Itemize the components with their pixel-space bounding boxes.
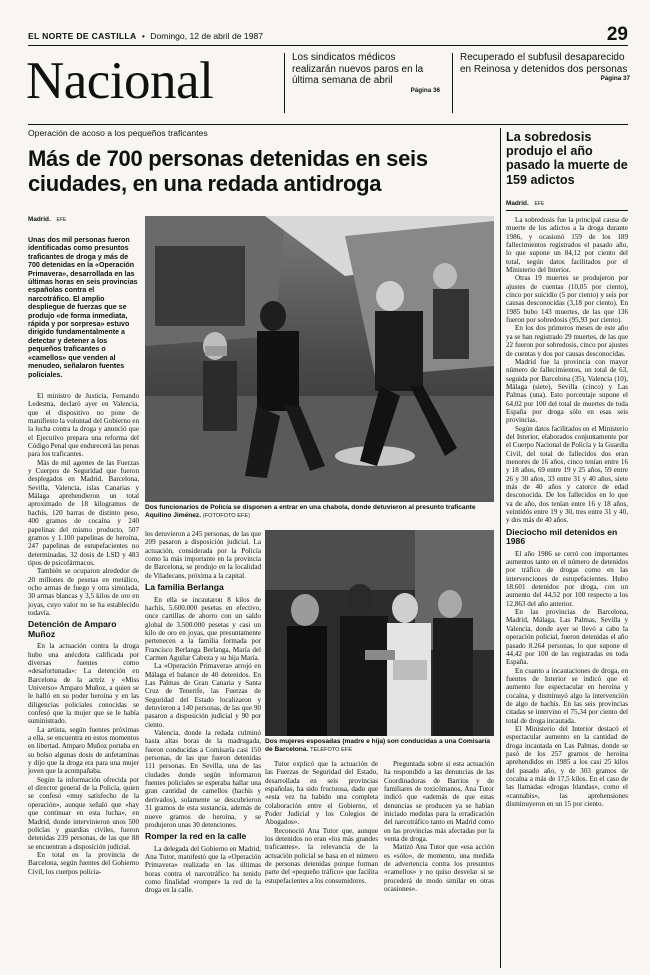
photo-caption-women (265, 738, 494, 754)
dateline-agency: EFE (534, 201, 545, 207)
caption-text: Dos funcionarios de Policía se disponen a entrar en una chabola, donde detuvieron al presunto traficante Aquilino Jiménez. (145, 504, 476, 519)
masthead-date: Domingo, 12 de abril de 1987 (150, 31, 264, 41)
sidebar-rule (506, 210, 628, 211)
paragraph: La artista, según fuentes próximas a ella, se encuentra en estos momentos en libertad. Amparo Muñoz portaba en su bolso algunas dosis de anfetaminas y dijo que la droga era para una mujer joven que la acompañaba. (28, 725, 139, 776)
promo-text: Los sindicatos médicos realizarán nuevos paros en la última semana de abril (292, 52, 424, 87)
paragraph: les detuvieron a 245 personas, de las que 209 pasaron a disposición judicial. La actuación, considerada por la Policía como la más importante en la provincia de Barcelona, se produjo en la localidad de Viladecans, próxima a la capital. (145, 530, 261, 580)
page-number: 29 (606, 24, 628, 45)
masthead (28, 30, 548, 44)
subhead: Dieciocho mil detenidos en 1986 (506, 526, 618, 547)
sidebar-dateline (506, 200, 544, 207)
promo-page: Página 37 (600, 75, 630, 83)
masthead-bullet: • (141, 31, 145, 41)
lead-text: Unas dos mil personas fueron identificadas como presuntos traficantes de droga y más de 700 detenidas en la «Operación Primavera», desarrollada en las últimas horas en seis provincias españolas contra el narcotráfico. El amplio despliegue de fuerzas que se produjo «de forma inmediata, rápida y por sorpresa» estuvo dirigido fundamentalmente a detectar y detener a los pequeños traficantes o «camellos» que venden al menudeo, señalaron fuentes policiales. (28, 236, 138, 379)
photo-credit: TELEFOTO EFE (310, 746, 352, 753)
body-column-2 (145, 530, 261, 968)
news-photo-police (145, 216, 494, 502)
paragraph: Según la información ofrecida por el director general de la Policía, quien se confesó «muy satisfecho de la operación», aunque señaló que «hay que continuar en esta lucha», en Madrid, donde intervinieron unos 500 policías y guardias civiles, fueron detenidas 239 personas, de las que 88 se encuentran a disposición judicial. (28, 775, 139, 851)
paragraph: La sobredosis fue la principal causa de muerte de los adictos a la droga durante 1986, y ocasionó 159 de los 189 fallecimientos registrados el pasado año, lo que supone un 84,12 por ciento del total, según datos facilitados por el Ministerio del Interior. (506, 216, 628, 275)
paragraph: Reconoció Ana Tutor que, aunque los detenidos no eran «los más grandes traficantes», la relevancia de la actuación policial se basa en el número de personas detenidas porque forman parte del «pequeño tráfico» que facilita estupefacientes a los consumidores. (265, 826, 378, 885)
promo-box-right (460, 52, 630, 85)
body-column-4 (384, 760, 494, 968)
paragraph: En la actuación contra la droga hubo una anécdota calificada por diversas fuentes como «desafortunada»: La detención en Barcelona de la actriz y «Miss Universo» Amparo Muñoz, a quien se le halló en su poder heroína y en las diligencias policiales conocidas se confesó que la mujer que se le había suministrado. (28, 642, 139, 726)
paragraph: Más de mil agentes de las Fuerzas y Cuerpos de Seguridad que fueron desplegados en Madrid, Barcelona, Sevilla, Valencia, islas Canarias y Málaga aprehendieron un total aproximado de 18 kilogramos de hachís, 120 barras de distinto peso, 400 gramos de cocaína y 240 papelinas del mismo producto, 507 gramos y 1.100 papelinas de heroína, 247 papelinas de estupefacientes no determinadas, 32 dosis de LSD y 483 tipos de psicofármacos. (28, 458, 139, 567)
promo-text: Recuperado el subfusil desaparecido en Reinosa y detenidos dos personas (460, 52, 628, 75)
photo-image-police (145, 216, 494, 502)
subhead: Romper la red en la calle (145, 831, 247, 842)
paragraph: En cuanto a incautaciones de droga, en fuentes de Interior se indicó que el aumento fue espectacular en heroína y cocaína, y disminuyó algo la intervención de algo de hachís. En las seis provincias citadas se intervino el 75,34 por ciento del total de droga incautada. (506, 666, 628, 725)
paragraph: Preguntada sobre si esta actuación ha respondido a las denuncias de las Coordinadoras de Barrios y de familiares de toxicómanos, Ana Tutor indicó que «además de que estas denuncias se producen ya se habían iniciado medidas para la erradicación del narcotráfico tanto en Madrid como en las provincias más afectadas por la venta de droga. (384, 760, 494, 844)
paragraph: Matizó Ana Tutor que «esa acción es «sólo», de momento, una medida de advertencia contra los presuntos «camellos» y no quiso desvelar si se procederá de modo similar en otras ocasiones». (384, 843, 494, 894)
promo-divider-1 (284, 53, 285, 113)
dateline-city: Madrid. (506, 200, 529, 207)
paragraph: En los dos primeros meses de este año ya se han registrado 29 muertes, de las que 22 fueron por sobredosis, cinco por ajustes de cuentas y dos por causas desconocidas. (506, 324, 628, 358)
promo-divider-2 (452, 53, 453, 113)
paragraph: Otras 19 muertes se produjeron por ajustes de cuentas (10,05 por ciento), cinco por suicidio (5 por ciento) y seis por causas desconocidas (3,18 por ciento). En 1985 hubo 143 muertes, de las que 136 fueron por sobredosis (95,93 por ciento). (506, 274, 628, 325)
subhead: La familia Berlanga (145, 582, 224, 593)
paragraph: El año 1986 se cerró con importantes aumentos tanto en el número de detenidos por tráfico de drogas como en las intervenciones de estupefacientes. Hubo 18.601 detenidos por droga, con un aumento del 44,52 por 100 respecto a los 12.863 del año anterior. (506, 549, 628, 608)
headline: Más de 700 personas detenidas en seis ciudades, en una redada antidroga (28, 146, 428, 196)
paragraph: El ministro de Justicia, Fernando Ledesma, declaró ayer en Valencia, que el dispositivo no pone de manifiesto la voluntad del Gobierno en la lucha contra la droga y anunció que el Ejecutivo prepara una reforma del Código Penal que endurecerá las penas para los traficantes. (28, 392, 139, 459)
sidebar-headline: La sobredosis produjo el año pasado la muerte de 159 adictos (506, 130, 628, 187)
paragraph: La «Operación Primavera» arrojó en Málaga el balance de 40 detenidos. En Las Palmas de Gran Canaria y Santa Cruz de Tenerife, las Fuerzas de Seguridad del Estado localizaron y detuvieron a 140 personas, de las que 90 pasaron a disposición judicial y 90 por ciento. (145, 662, 261, 729)
promo-box-left (292, 52, 440, 96)
body-column-3 (265, 760, 378, 968)
paragraph: En ella se incautaron 8 kilos de hachís, 5.600.000 pesetas en efectivo, once cartillas de ahorro con un saldo global de 3.500.000 pesetas y casi un kilo de oro en joyas, que presuntamente pertenecen a la familia formada por Francisco Berlanga Berlanga, María del Carmen Aguilar Cabeza y su hija María. (145, 595, 261, 662)
photo-credit: (FOTOFOTO EFE) (202, 512, 250, 519)
photo-caption-police (145, 504, 494, 520)
newspaper-name: EL NORTE DE CASTILLA (28, 31, 137, 41)
sidebar-column (506, 216, 628, 968)
promo-page: Página 36 (410, 86, 440, 94)
masthead-rule (28, 45, 628, 46)
paragraph: Según datos facilitados en el Ministerio del Interior, elaborados conjuntamente por el Cuerpo Nacional de Policía y la Guardia Civil, del total de fallecidos dos eran menores de 16 años, cinco tenían entre 16 y 18 años, 69 entre 19 y 25 años, 59 entre 26 y 30 años, 33 entre 31 y 40 años, siete más de 40 años y catorce de edad desconocida. De los fallecidos en lo que va de año, dos tenían entre 16 y 18 años, veintidós entre 19 y 30, tres entre 31 y 40, y dos más de 40 años. (506, 424, 628, 525)
paragraph: En total en la provincia de Barcelona, según fuentes del Gobierno Civil, los cuerpos policia- (28, 850, 139, 876)
paragraph: Tutor explicó que la actuación de las Fuerzas de Seguridad del Estado, desarrollada en seis provincias españolas, ha sido fructuosa, dado que «esta vez ha habido una completa colaboración entre el Gobierno, el Poder Judicial y los Colegios de Abogados». (265, 760, 378, 827)
paragraph: También se ocuparon alrededor de 20 millones de pesetas en metálico, ocho armas de fuego y otra simulada, 30 armas blancas y 3,5 kilos de oro en joyas, cuyo valor no se ha establecido todavía. (28, 567, 139, 617)
paragraph: En las provincias de Barcelona, Madrid, Málaga, Las Palmas, Sevilla y Valencia, donde ayer se llevó a cabo la operación policial, fueron detenidas el año pasado 8.264 personas, lo que supone el 44,42 por 100 de las registradas en toda España. (506, 608, 628, 667)
subhead: Detención de Amparo Muñoz (28, 619, 117, 639)
paragraph: El Ministerio del Interior destacó el espectacular aumento en la cantidad de droga incautada en Las Palmas, donde se pasó de los 257 gramos de heroína aprehendidos en 1985 a los casi 25 kilos del pasado año, y de 303 gramos de cocaína a más de 17,5 kilos. En el caso de las llamadas «drogas blandas», como el «cannabis», las aprehensiones disminuyeron en un 15 por ciento. (506, 724, 628, 809)
section-rule (28, 124, 628, 125)
news-photo-women (265, 530, 494, 736)
paragraph: La delegada del Gobierno en Madrid, Ana Tutor, manifestó que la «Operación Primavera» realizada en las últimas horas contra el narcotráfico ha tenido como finalidad «romper» la red de la droga en la calle. (145, 844, 261, 895)
lead-paragraph (28, 236, 139, 384)
vertical-divider (500, 128, 501, 968)
kicker: Operación de acoso a los pequeños traficantes (28, 128, 208, 138)
section-title: Nacional (26, 52, 214, 110)
paragraph: Madrid fue la provincia con mayor número de fallecimientos, un total de 63, seguida por Barcelona (35), Valencia (10), Málaga (siete), Sevilla (cinco) y Las Palmas (una). Esto porcentaje supone el 64,02 por 100 del total de muertes de toda España por droga sólo en esas seis provincias. (506, 357, 628, 425)
body-column-1 (28, 392, 139, 968)
dateline-city: Madrid. (28, 216, 51, 223)
paragraph: Valencia, donde la redada culminó hasta altas horas de la madrugada, fueron conducidas a Comisaría casi 150 personas, de las que fueron detenidas 111 personas. En Sevilla, una de las ciudades donde según informaron fuentes policiales se esperaba hallar una gran cantidad de camellos (hachís y derivados), solamente se descubrieron 31 gramos de esta sustancia, además de nueve gramos de heroína, y se produjeron unas 30 detenciones. (145, 729, 261, 829)
dateline (28, 216, 66, 223)
dateline-agency: EFE (56, 217, 67, 223)
caption-text: Dos mujeres esposadas (madre e hija) son conducidas a una Comisaría de Barcelona. (265, 738, 490, 753)
photo-image-women (265, 530, 494, 736)
